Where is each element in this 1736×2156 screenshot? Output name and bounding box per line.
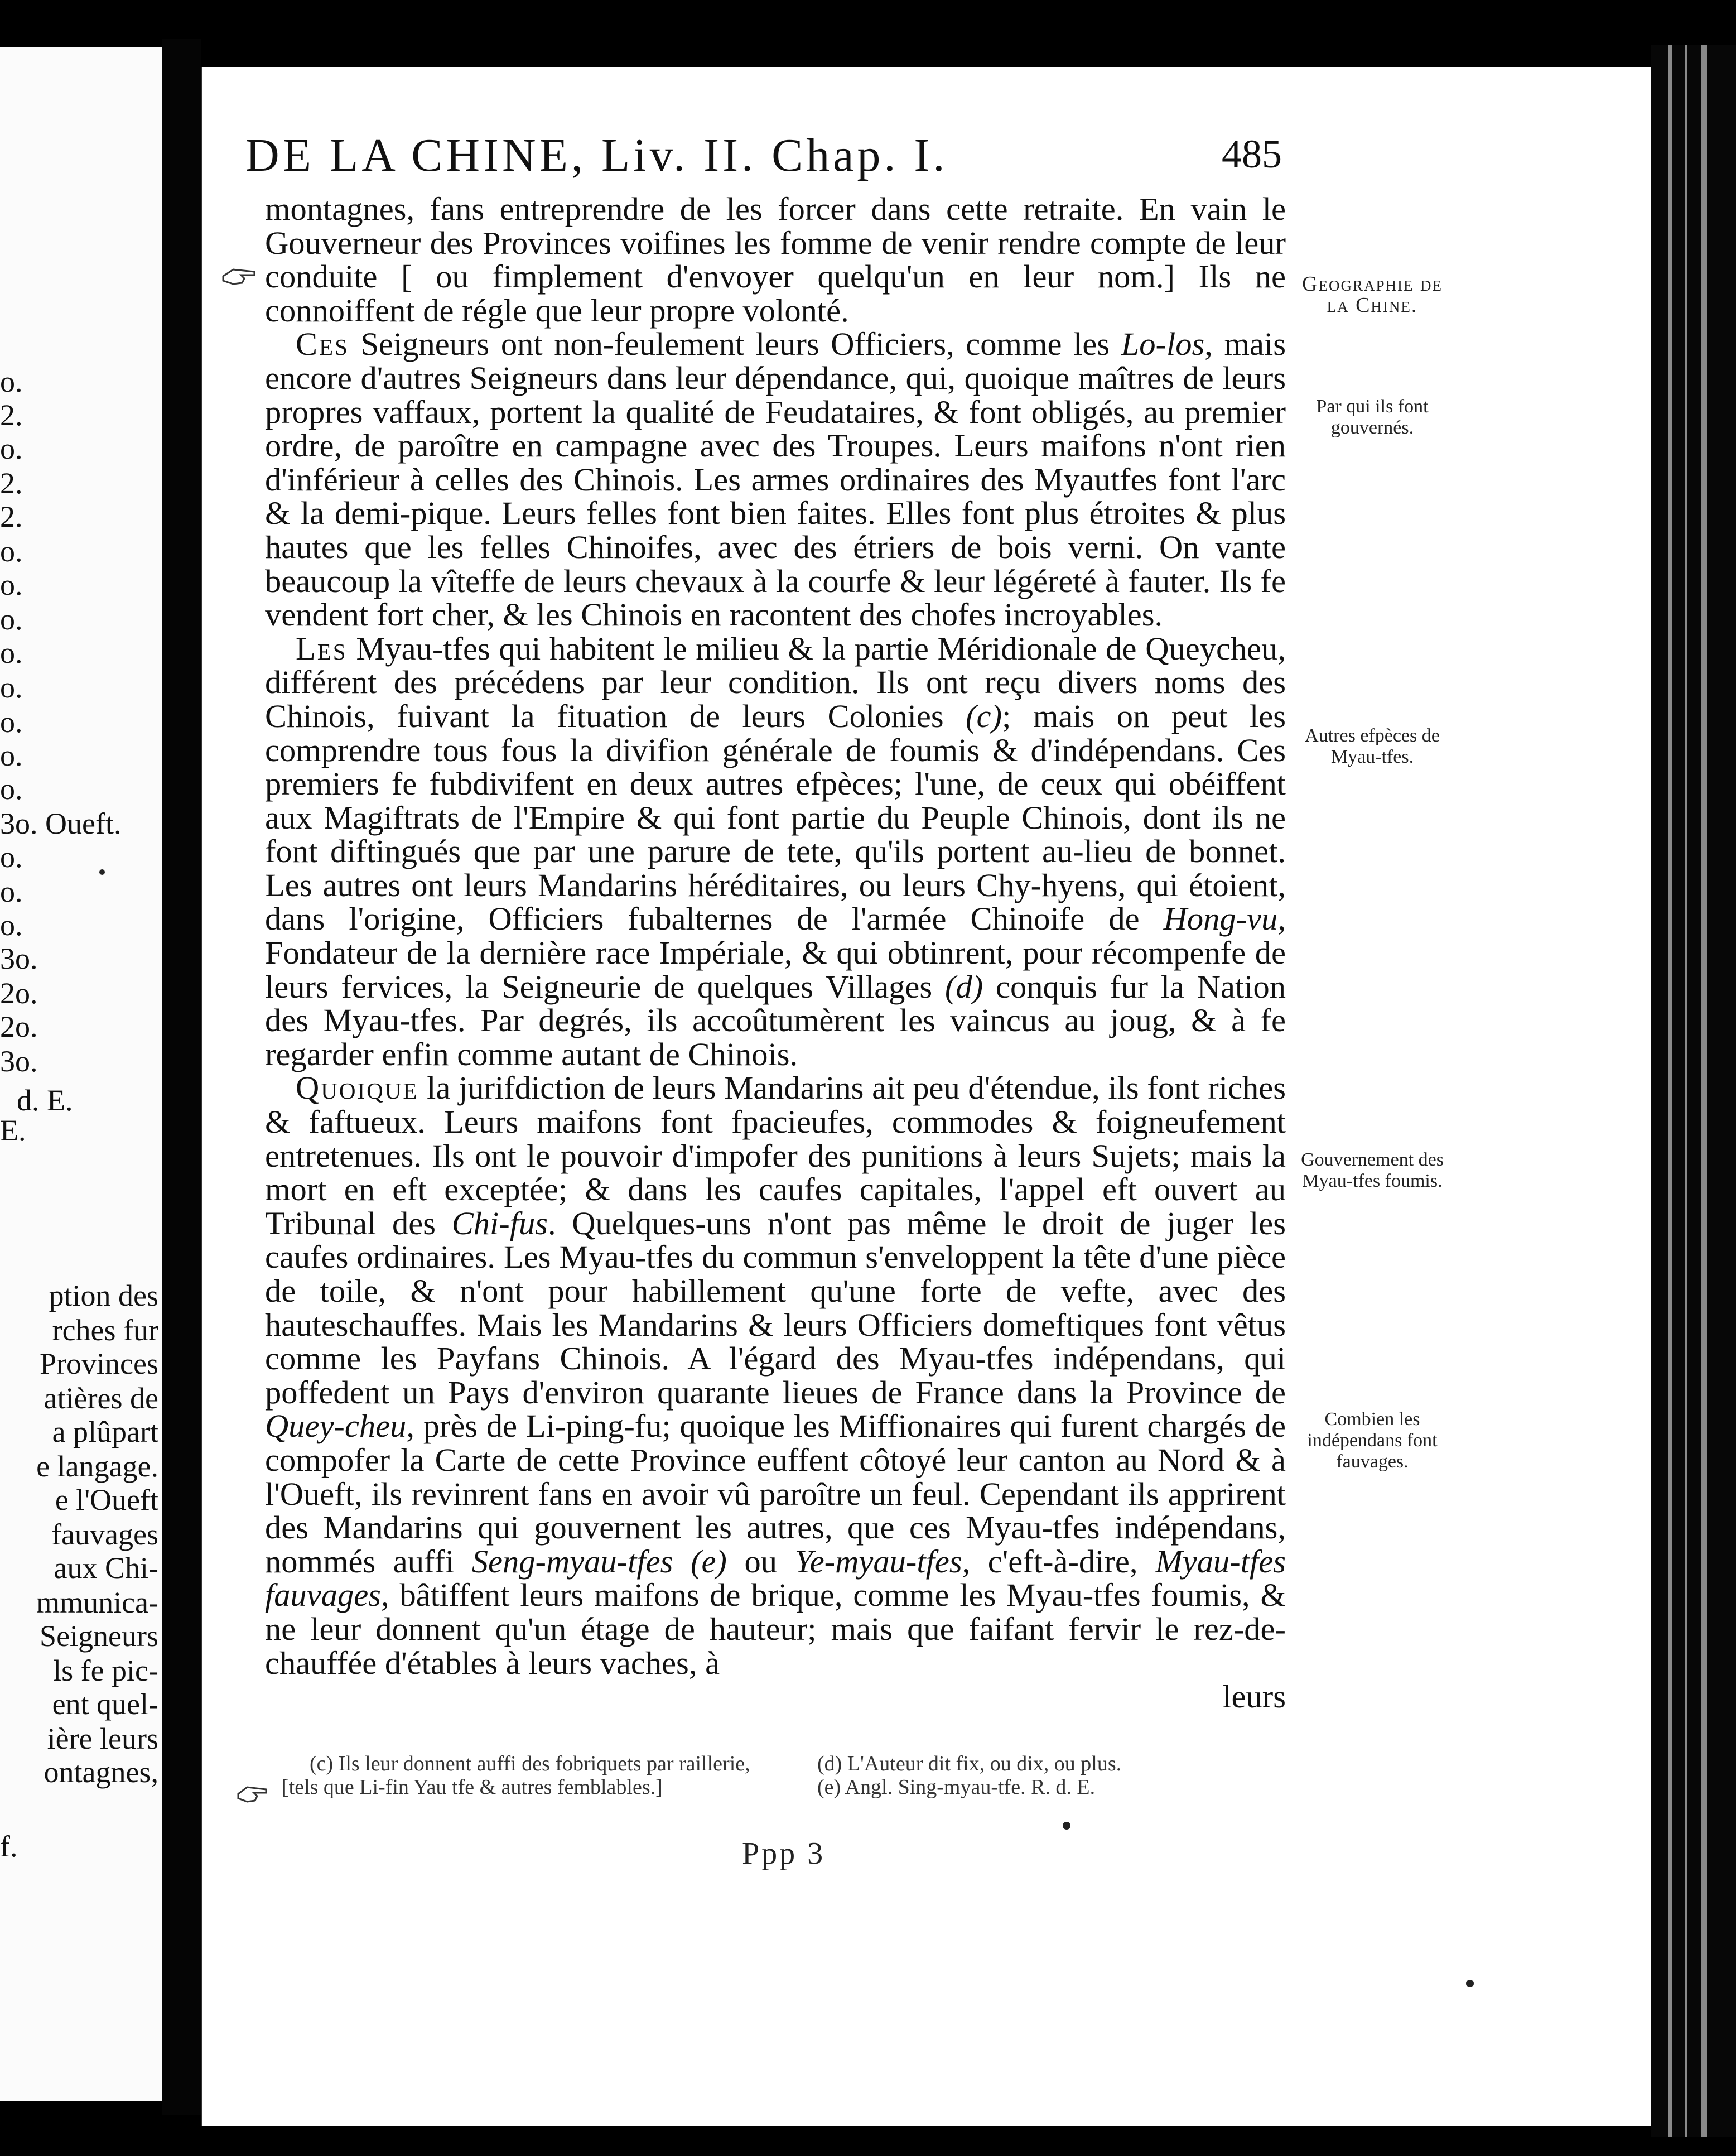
left-text-line: Provinces	[40, 1347, 158, 1380]
left-fragment: d. E.	[17, 1084, 73, 1117]
text-run: , mais encore d'autres Seigneurs dans leur dépendance, qui, quoique maîtres de leurs propres vaffaux, portent la qualité de Feudataires, & font obligés, au premier ordre, de paroître en campagne avec des Troupes. Leurs maifons n'ont rien d'inférieur à celles des Chinois. Les armes ordinaires des Myautfes font l'arc & la demi-pique. Leurs felles font bien faites. Elles font plus étroites & plus hautes que les felles Chinoifes, avec des étriers de bois verni. On vante beaucoup la vîteffe de leurs chevaux à la courfe & leur légéreté à fauter. Ils fe vendent fort cher, & les Chinois en racontent des chofes incroyables.	[265, 326, 1286, 633]
text-run: la jurifdiction de leurs Mandarins ait peu d'étendue, ils font riches & faftueux. Leurs maifons font fpacieufes, commodes & foigneufement entretenues. Ils ont le pouvoir d'impofer des punitions à leurs Sujets; mais la mort en eft exceptée; & dans les caufes capitales, l'appel eft ouvert au Tribunal des	[265, 1070, 1286, 1241]
italic-term: Myau-tfes fauvages	[265, 1543, 1286, 1614]
left-text-line: ière leurs	[47, 1722, 158, 1755]
left-number: o.	[0, 772, 23, 806]
page-edge-strip	[1668, 45, 1672, 2137]
ink-speck	[99, 869, 105, 875]
left-number: o.	[0, 603, 23, 636]
margin-note-autres-especes: Autres efpèces de Myau-tfes.	[1305, 725, 1440, 767]
left-number: 2o.	[0, 1010, 38, 1043]
pointing-hand-icon	[222, 265, 257, 287]
catchword: leurs	[1222, 1678, 1286, 1715]
paragraph-4	[265, 1071, 1286, 1680]
left-text-line: rches fur	[52, 1313, 158, 1347]
book-gutter	[162, 39, 201, 2115]
text-run: ou	[744, 1543, 795, 1580]
body-text	[265, 192, 1286, 1714]
left-number: 2.	[0, 466, 23, 500]
paragraph-3	[265, 632, 1286, 1072]
drop-word: Les	[296, 630, 348, 667]
footnote-column-left	[282, 1752, 773, 1799]
drop-word: Ces	[296, 326, 349, 363]
paragraph-2	[265, 328, 1286, 632]
italic-term: Ye-myau-tfes	[794, 1543, 962, 1580]
left-number: 3o.	[0, 942, 38, 975]
footnote-ref[interactable]: (d)	[944, 968, 983, 1005]
page-number: 485	[1222, 132, 1282, 176]
signature-mark: Ppp 3	[742, 1836, 826, 1871]
margin-note-gouvernement: Gouvernement des Myau-tfes foumis.	[1301, 1149, 1444, 1191]
left-number: o.	[0, 365, 23, 398]
left-fragment: f.	[0, 1830, 18, 1863]
margin-note-sauvages: Combien les indépendans font fauvages.	[1307, 1409, 1438, 1472]
left-number: o.	[0, 705, 23, 739]
paragraph-1: montagnes, fans entreprendre de les forcer dans cette retraite. En vain le Gouverneur des Provinces voifines les fomme de venir rendre compte de leur conduite [ ou fimplement d'envoyer quelqu'un en leur nom.] Ils ne connoiffent de régle que leur propre volonté.	[265, 191, 1286, 329]
italic-term: Quey-cheu	[265, 1408, 407, 1445]
pointing-hand-icon	[237, 1783, 268, 1805]
left-text-line: aux Chi-	[54, 1551, 158, 1585]
left-number: o.	[0, 739, 23, 772]
left-text-line: ent quel-	[52, 1687, 158, 1721]
footnote-e: (e) Angl. Sing-myau-tfe. R. d. E.	[817, 1775, 1096, 1799]
left-text-line: a plûpart	[52, 1415, 158, 1448]
footnote-c: (c) Ils leur donnent auffi des fobriquets par raillerie, [tels que Li-fin Yau tfe & autres femblables.]	[282, 1752, 750, 1799]
footnote-ref[interactable]: (e)	[673, 1543, 745, 1580]
text-run: , c'eft-à-dire,	[962, 1543, 1156, 1580]
footnote-d: (d) L'Auteur dit fix, ou dix, ou plus.	[817, 1752, 1122, 1775]
drop-word: Quoique	[296, 1070, 419, 1106]
left-number: o.	[0, 840, 23, 874]
left-text-line: ls fe pic-	[53, 1654, 158, 1687]
page-edge-strip	[1685, 45, 1687, 2137]
text-run: ; mais on peut les comprendre tous fous la divifion générale de foumis & d'indépendans. Ces premiers fe fubdivifent en deux autres efpèces; l'une, de ceux qui obéiffent aux Magiftrats de l'Empire & qui font partie du Peuple Chinois, dont ils ne font diftingués que par une parure de tete, qu'ils portent au-lieu de bonnet. Les autres ont leurs Mandarins héréditaires, ou leurs Chy-hyens, qui étoient, dans l'origine, Officiers fubalternes de l'armée Chinoife de	[265, 697, 1286, 937]
left-text-line: atières de	[44, 1382, 158, 1415]
left-text-line: e langage.	[36, 1450, 158, 1483]
left-text-line: ontagnes,	[44, 1755, 158, 1789]
margin-note-gouvernes: Par qui ils font gouvernés.	[1316, 396, 1429, 438]
left-number: o.	[0, 636, 23, 670]
ink-speck	[1063, 1822, 1070, 1830]
text-run: . Quelques-uns n'ont pas même le droit de juger les caufes ordinaires. Les Myau-tfes du commun s'enveloppent la tête d'une pièce de toile, & n'ont pour habillement qu'une forte de vefte, avec des hauteschauffes. Mais les Mandarins & leurs Officiers domeftiques font vêtus comme les Payfans Chinois. A l'égard des Myau-tfes indépendans, qui poffedent un Pays d'environ quarante lieues de France dans la Province de	[265, 1205, 1286, 1411]
left-number: 2.	[0, 398, 23, 432]
left-number: o.	[0, 908, 23, 942]
text-run: , bâtiffent leurs maifons de brique, comme les Myau-tfes foumis, & ne leur donnent qu'un étage de hauteur; mais que faifant fervir le rez-de-chauffée d'étables à leurs vaches, à	[265, 1577, 1286, 1681]
text-run: , près de Li-ping-fu; quoique les Miffionaires qui furent chargés de compofer la Carte de cette Province euffent côtoyé leur canton au Nord & à l'Oueft, ils revinrent fans en avoir vû paroître un feul. Cependant ils apprirent des Mandarins qui gouvernent les autres, que ces Myau-tfes indépendans, nommés auffi	[265, 1408, 1286, 1580]
footnote-ref[interactable]: (c)	[966, 697, 1002, 734]
text-run: Seigneurs ont non-feulement leurs Officiers, comme les	[349, 326, 1121, 363]
page-edge-strip	[1701, 45, 1707, 2137]
running-head: DE LA CHINE, Liv. II. Chap. I.	[245, 129, 948, 181]
left-number: 3o. Oueft.	[0, 807, 122, 840]
left-number: o.	[0, 535, 23, 568]
left-number: o.	[0, 432, 23, 465]
italic-term: Lo-los	[1121, 326, 1205, 363]
left-text-line: ption des	[49, 1279, 158, 1312]
margin-note-geographie: Geographie de la Chine.	[1302, 272, 1443, 317]
left-fragment: E.	[0, 1114, 26, 1147]
left-number: o.	[0, 875, 23, 908]
left-number: 2.	[0, 500, 23, 533]
text-run: conquis fur la Nation des Myau-tfes. Par degrés, ils accoûtumèrent les vaincus au joug, & à fe regarder enfin comme autant de Chinois.	[265, 968, 1286, 1072]
left-number: 2o.	[0, 976, 38, 1010]
ink-speck	[1466, 1980, 1474, 1987]
italic-term: Chi-fus	[451, 1205, 548, 1241]
page-edge	[1651, 45, 1736, 2137]
left-text-line: fauvages	[51, 1518, 158, 1551]
footnote-column-right	[817, 1752, 1308, 1799]
italic-term: Seng-myau-tfes	[471, 1543, 673, 1580]
left-number: 3o.	[0, 1045, 38, 1078]
left-text-line: e l'Oueft	[55, 1483, 158, 1517]
text-run: , Fondateur de la dernière race Impériale, & qui obtinrent, pour récompenfe de leurs fervices, la Seigneurie de quelques Villages	[265, 901, 1286, 1005]
left-number: o.	[0, 671, 23, 704]
left-text-line: mmunica-	[36, 1586, 158, 1619]
left-text-line: Seigneurs	[40, 1619, 158, 1653]
left-facing-page	[0, 47, 165, 2101]
left-number: o.	[0, 568, 23, 601]
text-run: Myau-tfes qui habitent le milieu & la partie Méridionale de Queycheu, différent des précédens par leur condition. Ils ont reçu divers noms des Chinois, fuivant la fituation de leurs Colonies	[265, 630, 1286, 734]
italic-term: Hong-vu	[1163, 901, 1278, 937]
